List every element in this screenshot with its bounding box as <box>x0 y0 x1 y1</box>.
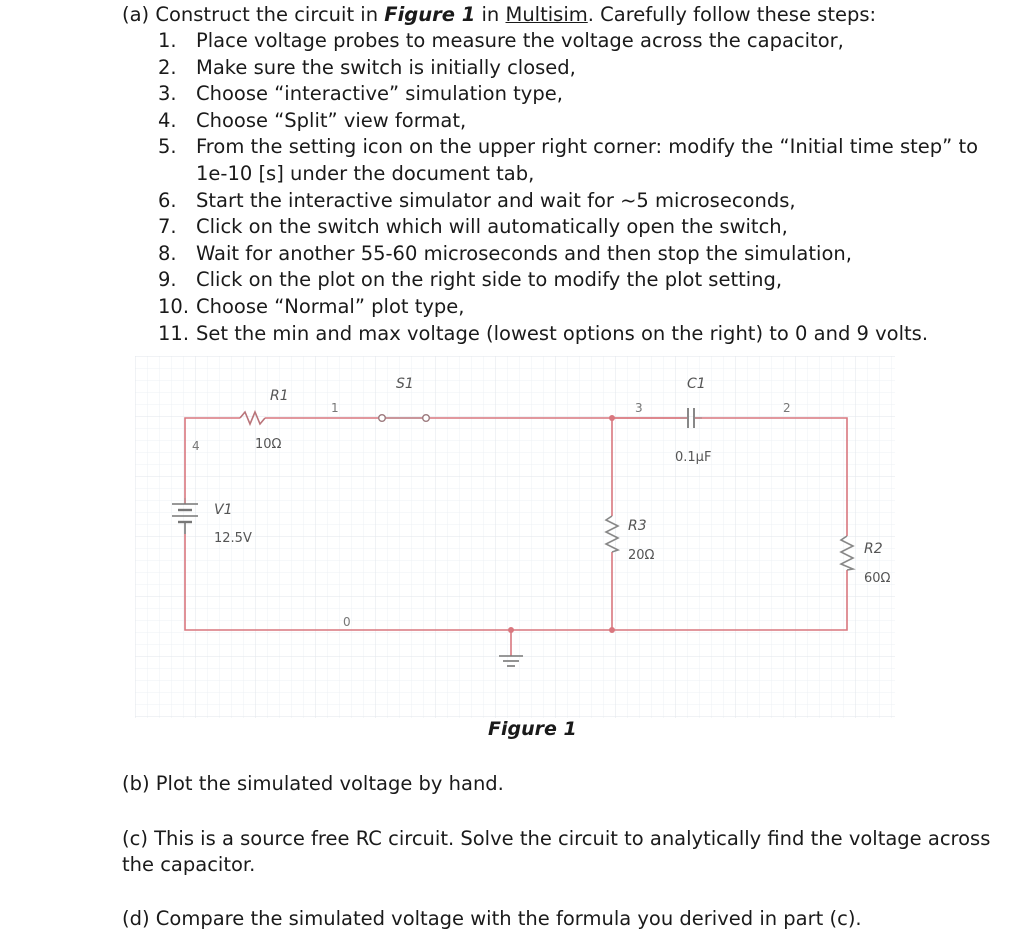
step-number: 11. <box>158 321 190 345</box>
part-a-prefix: (a) Construct the circuit in <box>122 3 385 26</box>
step-number: 10. <box>158 294 190 318</box>
node-label-1: 1 <box>331 401 339 415</box>
junction-dot <box>609 415 615 421</box>
s1-label: S1 <box>396 376 414 392</box>
node-label-4: 4 <box>192 439 200 453</box>
r2-label: R2 <box>864 541 883 557</box>
circuit-diagram <box>135 356 895 718</box>
part-b-text: (b) Plot the simulated voltage by hand. <box>122 772 504 795</box>
step-item <box>158 108 998 135</box>
step-item <box>158 241 998 268</box>
step-number: 7. <box>158 215 177 239</box>
step-text: Click on the plot on the right side to modify the plot setting, <box>196 268 783 292</box>
step-text: Choose “interactive” simulation type, <box>196 82 563 106</box>
junction-dot <box>609 627 615 633</box>
step-number: 8. <box>158 241 177 265</box>
step-number: 6. <box>158 188 177 212</box>
node-label-0: 0 <box>343 615 351 629</box>
step-text: Make sure the switch is initially closed, <box>196 55 576 79</box>
step-number: 3. <box>158 82 177 106</box>
figure-caption: Figure 1 <box>488 718 577 740</box>
v1-value: 12.5V <box>214 531 252 546</box>
part-c-text: (c) This is a source free RC circuit. Solve the circuit to analytically find the voltage across the capacitor. <box>122 827 991 876</box>
step-text: Wait for another 55-60 microseconds and then stop the simulation, <box>196 241 852 265</box>
circuit-figure <box>135 356 895 718</box>
step-number: 4. <box>158 108 177 132</box>
r1-value: 10Ω <box>255 437 282 452</box>
step-text: Choose “Split” view format, <box>196 108 467 132</box>
part-d-text: (d) Compare the simulated voltage with the formula you derived in part (c). <box>122 907 862 930</box>
r3-label: R3 <box>628 518 647 534</box>
v1-label: V1 <box>214 502 233 518</box>
node-label-3: 3 <box>635 401 643 415</box>
step-item <box>158 321 998 348</box>
step-item <box>158 294 998 321</box>
step-item <box>158 81 998 108</box>
c1-value: 0.1μF <box>675 450 712 465</box>
part-a-mid: in <box>475 3 506 26</box>
step-item <box>158 134 998 187</box>
step-item <box>158 55 998 82</box>
r1-label: R1 <box>270 388 289 404</box>
step-number: 5. <box>158 135 177 159</box>
step-text: Choose “Normal” plot type, <box>196 294 465 318</box>
r2-value: 60Ω <box>864 571 891 586</box>
r3-value: 20Ω <box>628 548 655 563</box>
step-text: From the setting icon on the upper right corner: modify the “Initial time step” to 1e-10 [s] under the document tab, <box>196 135 979 185</box>
step-item <box>158 188 998 215</box>
software-name: Multisim <box>505 3 588 26</box>
step-number: 9. <box>158 268 177 292</box>
step-text: Place voltage probes to measure the voltage across the capacitor, <box>196 29 844 52</box>
junction-dot <box>508 627 514 633</box>
figure-reference: Figure 1 <box>384 3 476 26</box>
c1-label: C1 <box>687 376 706 392</box>
step-number: 2. <box>158 55 177 79</box>
part-a-suffix: . Carefully follow these steps: <box>587 3 877 26</box>
step-item <box>158 28 998 55</box>
step-text: Set the min and max voltage (lowest options on the right) to 0 and 9 volts. <box>196 321 929 345</box>
node-label-2: 2 <box>783 401 791 415</box>
step-item <box>158 267 998 294</box>
steps-list <box>158 28 998 347</box>
part-a-heading <box>122 2 876 28</box>
step-number: 1. <box>158 29 177 52</box>
step-text: Click on the switch which will automatically open the switch, <box>196 215 788 239</box>
step-item <box>158 214 998 241</box>
step-text: Start the interactive simulator and wait for ~5 microseconds, <box>196 188 796 212</box>
